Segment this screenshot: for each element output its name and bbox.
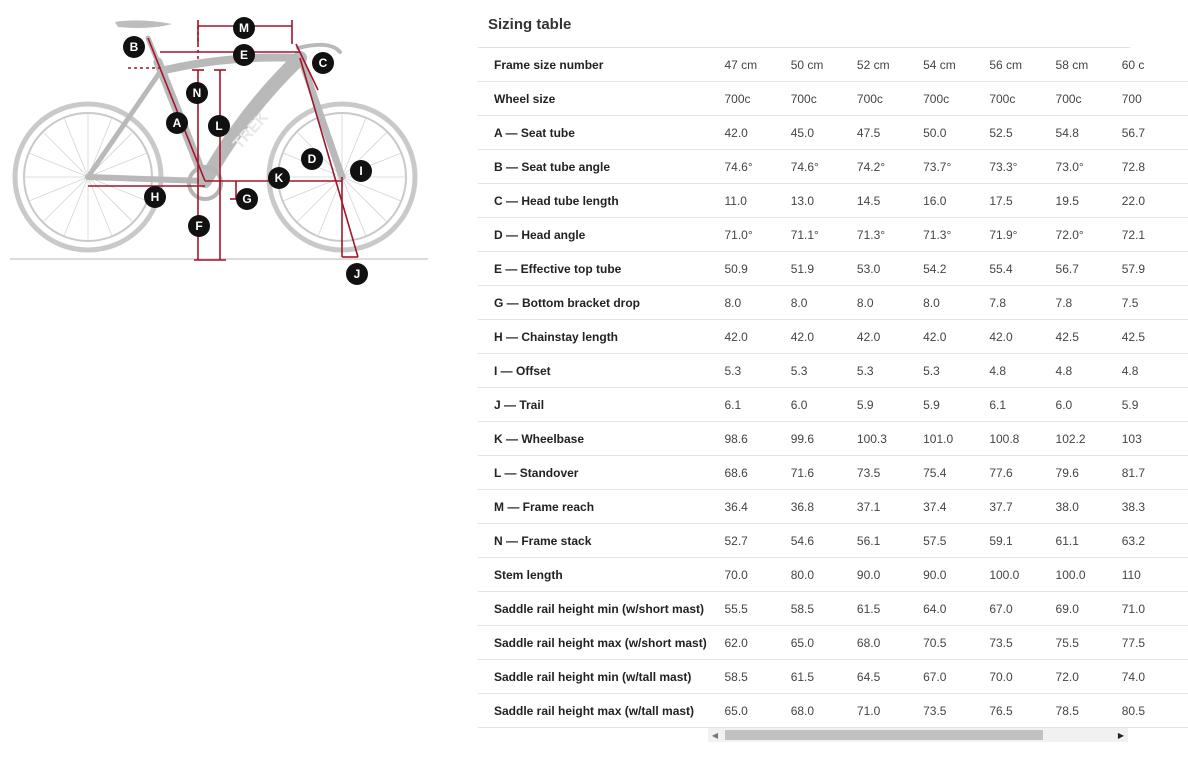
- table-cell: 64.5: [857, 660, 923, 694]
- table-row: [478, 184, 1188, 218]
- table-cell: 54.6: [791, 524, 857, 558]
- table-cell: 6.0: [1056, 388, 1122, 422]
- table-cell: 100.8: [989, 422, 1055, 456]
- table-cell: 73.7°: [923, 150, 989, 184]
- table-cell: 74.6°: [725, 150, 791, 184]
- table-cell: 71.1°: [791, 218, 857, 252]
- table-row: [478, 626, 1188, 660]
- table-cell: 68.0: [857, 626, 923, 660]
- scroll-left-arrow-icon[interactable]: ◀: [711, 730, 719, 740]
- sizing-table-title: Sizing table: [488, 16, 572, 33]
- row-label: M — Frame reach: [478, 490, 725, 524]
- row-label: A — Seat tube: [478, 116, 725, 150]
- marker-C: [312, 52, 334, 74]
- table-cell: 64.0: [923, 592, 989, 626]
- row-label: Stem length: [478, 558, 725, 592]
- table-row: [478, 388, 1188, 422]
- table-cell: 77.6: [989, 456, 1055, 490]
- svg-text:H: H: [150, 190, 160, 204]
- table-row: [478, 252, 1188, 286]
- marker-K: [268, 167, 290, 189]
- table-row: [478, 116, 1188, 150]
- table-cell: 56.7: [1056, 252, 1122, 286]
- table-cell: 17.5: [989, 184, 1055, 218]
- row-label: D — Head angle: [478, 218, 725, 252]
- table-cell: 51.9: [791, 252, 857, 286]
- marker-H: [144, 186, 166, 208]
- table-cell: 79.6: [1056, 456, 1122, 490]
- table-cell: 52.5: [989, 116, 1055, 150]
- table-cell: 55.5: [725, 592, 791, 626]
- table-cell: 37.7: [989, 490, 1055, 524]
- table-cell: 8.0: [857, 286, 923, 320]
- scrollbar-thumb[interactable]: [725, 730, 1043, 740]
- table-cell: 56 cm: [989, 48, 1055, 82]
- table-cell: 47 cm: [725, 48, 791, 82]
- table-cell: 54 cm: [923, 48, 989, 82]
- table-cell: 5.9: [857, 388, 923, 422]
- table-cell: 42.5: [1056, 320, 1122, 354]
- svg-text:D: D: [307, 152, 317, 166]
- svg-text:K: K: [274, 171, 284, 185]
- marker-J: [346, 263, 368, 285]
- sizing-table: [478, 48, 1188, 728]
- table-row: [478, 320, 1188, 354]
- sizing-table-body: [478, 48, 1188, 728]
- sizing-table-panel: [478, 0, 1146, 761]
- frame-brand-text: TREK: [230, 108, 273, 153]
- table-cell: 73.5: [923, 694, 989, 728]
- table-row: [478, 660, 1188, 694]
- table-cell: 4.8: [1122, 354, 1188, 388]
- table-cell: 60 c: [1122, 48, 1188, 82]
- table-cell: 73.5: [857, 456, 923, 490]
- table-cell: 72.0°: [1056, 218, 1122, 252]
- table-cell: 71.3°: [857, 218, 923, 252]
- table-cell: 74.2°: [857, 150, 923, 184]
- table-cell: 90.0: [923, 558, 989, 592]
- table-cell: 6.1: [989, 388, 1055, 422]
- bike-geometry-diagram: [0, 0, 440, 300]
- table-cell: 100.3: [857, 422, 923, 456]
- row-label: H — Chainstay length: [478, 320, 725, 354]
- table-cell: 53.0: [857, 252, 923, 286]
- table-cell: 7.5: [1122, 286, 1188, 320]
- table-cell: 5.3: [791, 354, 857, 388]
- row-label: Saddle rail height min (w/short mast): [478, 592, 725, 626]
- table-cell: 54.2: [923, 252, 989, 286]
- table-cell: 5.3: [725, 354, 791, 388]
- table-cell: 37.1: [857, 490, 923, 524]
- row-label: N — Frame stack: [478, 524, 725, 558]
- table-cell: 69.0: [1056, 592, 1122, 626]
- table-cell: 5.3: [857, 354, 923, 388]
- table-cell: 100.0: [989, 558, 1055, 592]
- table-cell: 73.0°: [1056, 150, 1122, 184]
- table-cell: 42.0: [791, 320, 857, 354]
- table-cell: 68.6: [725, 456, 791, 490]
- table-cell: 70.0: [725, 558, 791, 592]
- svg-text:E: E: [239, 48, 249, 62]
- table-row: [478, 286, 1188, 320]
- table-row: [478, 218, 1188, 252]
- table-cell: 71.3°: [923, 218, 989, 252]
- table-cell: 67.0: [923, 660, 989, 694]
- table-cell: 99.6: [791, 422, 857, 456]
- table-cell: 6.0: [791, 388, 857, 422]
- row-label: K — Wheelbase: [478, 422, 725, 456]
- table-cell: 700c: [1056, 82, 1122, 116]
- marker-I: [350, 160, 372, 182]
- table-cell: 13.0: [791, 184, 857, 218]
- table-cell: 75.4: [923, 456, 989, 490]
- svg-text:B: B: [129, 40, 139, 54]
- marker-M: [233, 17, 255, 39]
- svg-text:L: L: [215, 119, 223, 133]
- svg-text:I: I: [359, 164, 363, 178]
- table-cell: 65.0: [791, 626, 857, 660]
- row-label: G — Bottom bracket drop: [478, 286, 725, 320]
- table-cell: 61.5: [791, 660, 857, 694]
- table-cell: 75.5: [1056, 626, 1122, 660]
- table-cell: 38.3: [1122, 490, 1188, 524]
- table-cell: 50.9: [725, 252, 791, 286]
- table-cell: 65.0: [725, 694, 791, 728]
- svg-text:A: A: [172, 116, 182, 130]
- table-cell: 70.0: [989, 660, 1055, 694]
- row-label: I — Offset: [478, 354, 725, 388]
- table-cell: 700c: [923, 82, 989, 116]
- table-cell: 42.0: [923, 320, 989, 354]
- svg-text:C: C: [318, 56, 328, 70]
- table-cell: 700c: [791, 82, 857, 116]
- table-cell: 59.1: [989, 524, 1055, 558]
- table-scroll-area[interactable]: [478, 47, 1146, 728]
- table-cell: 72.0: [1056, 660, 1122, 694]
- table-row: [478, 490, 1188, 524]
- table-cell: 42.0: [989, 320, 1055, 354]
- table-cell: 57.9: [1122, 252, 1188, 286]
- marker-N: [186, 82, 208, 104]
- marker-A: [166, 112, 188, 134]
- table-cell: 54.8: [1056, 116, 1122, 150]
- table-cell: 76.5: [989, 694, 1055, 728]
- row-label: Saddle rail height min (w/tall mast): [478, 660, 725, 694]
- table-cell: 98.6: [725, 422, 791, 456]
- table-cell: 74.6°: [791, 150, 857, 184]
- table-row: [478, 150, 1188, 184]
- table-cell: 42.0: [857, 320, 923, 354]
- row-label: L — Standover: [478, 456, 725, 490]
- marker-D: [301, 148, 323, 170]
- table-cell: 700c: [725, 82, 791, 116]
- table-cell: 45.0: [791, 116, 857, 150]
- table-cell: 50 cm: [791, 48, 857, 82]
- table-cell: 37.4: [923, 490, 989, 524]
- table-cell: 7.8: [989, 286, 1055, 320]
- table-cell: 80.0: [791, 558, 857, 592]
- table-cell: 68.0: [791, 694, 857, 728]
- table-cell: 77.5: [1122, 626, 1188, 660]
- table-row: [478, 694, 1188, 728]
- table-cell: 58.5: [725, 660, 791, 694]
- table-cell: 50.0: [923, 116, 989, 150]
- table-cell: 36.4: [725, 490, 791, 524]
- table-cell: 73.3°: [989, 150, 1055, 184]
- table-cell: 71.9°: [989, 218, 1055, 252]
- row-label: J — Trail: [478, 388, 725, 422]
- table-cell: 6.1: [725, 388, 791, 422]
- table-row: [478, 48, 1188, 82]
- table-row: [478, 558, 1188, 592]
- table-cell: 42.0: [725, 320, 791, 354]
- table-cell: 58 cm: [1056, 48, 1122, 82]
- table-cell: 80.5: [1122, 694, 1188, 728]
- table-cell: 67.0: [989, 592, 1055, 626]
- table-cell: 56.7: [1122, 116, 1188, 150]
- table-cell: 36.8: [791, 490, 857, 524]
- table-cell: 90.0: [857, 558, 923, 592]
- row-label: E — Effective top tube: [478, 252, 725, 286]
- table-cell: 110: [1122, 558, 1188, 592]
- table-cell: 8.0: [923, 286, 989, 320]
- table-cell: 19.5: [1056, 184, 1122, 218]
- svg-text:F: F: [195, 219, 203, 233]
- table-cell: 22.0: [1122, 184, 1188, 218]
- marker-L: [208, 115, 230, 137]
- table-cell: 57.5: [923, 524, 989, 558]
- table-cell: 52.7: [725, 524, 791, 558]
- marker-B: [123, 36, 145, 58]
- table-cell: 52 cm: [857, 48, 923, 82]
- table-cell: 700c: [857, 82, 923, 116]
- table-cell: 70.5: [923, 626, 989, 660]
- table-cell: 74.0: [1122, 660, 1188, 694]
- table-cell: 101.0: [923, 422, 989, 456]
- table-cell: 72.1: [1122, 218, 1188, 252]
- table-cell: 71.0: [857, 694, 923, 728]
- table-cell: 103: [1122, 422, 1188, 456]
- table-cell: 71.0°: [725, 218, 791, 252]
- table-cell: 5.9: [1122, 388, 1188, 422]
- table-cell: 11.0: [725, 184, 791, 218]
- table-cell: 42.5: [1122, 320, 1188, 354]
- table-cell: 700: [1122, 82, 1188, 116]
- marker-E: [233, 44, 255, 66]
- table-row: [478, 354, 1188, 388]
- table-row: [478, 456, 1188, 490]
- table-cell: 61.1: [1056, 524, 1122, 558]
- table-cell: 81.7: [1122, 456, 1188, 490]
- row-label: Saddle rail height max (w/tall mast): [478, 694, 725, 728]
- row-label: Frame size number: [478, 48, 725, 82]
- table-cell: 4.8: [1056, 354, 1122, 388]
- table-cell: 5.9: [923, 388, 989, 422]
- table-cell: 63.2: [1122, 524, 1188, 558]
- table-cell: 71.6: [791, 456, 857, 490]
- scroll-right-arrow-icon[interactable]: ▶: [1117, 730, 1125, 740]
- row-label: C — Head tube length: [478, 184, 725, 218]
- svg-text:G: G: [242, 192, 252, 206]
- table-cell: 38.0: [1056, 490, 1122, 524]
- row-label: Wheel size: [478, 82, 725, 116]
- svg-text:N: N: [192, 86, 202, 100]
- table-cell: 700c: [989, 82, 1055, 116]
- row-label: B — Seat tube angle: [478, 150, 725, 184]
- table-row: [478, 524, 1188, 558]
- horizontal-scrollbar[interactable]: [708, 728, 1128, 742]
- row-label: Saddle rail height max (w/short mast): [478, 626, 725, 660]
- table-cell: 5.3: [923, 354, 989, 388]
- table-row: [478, 82, 1188, 116]
- table-cell: 4.8: [989, 354, 1055, 388]
- marker-F: [188, 215, 210, 237]
- table-cell: 72.8: [1122, 150, 1188, 184]
- table-cell: 102.2: [1056, 422, 1122, 456]
- table-cell: 47.5: [857, 116, 923, 150]
- table-cell: 8.0: [725, 286, 791, 320]
- table-row: [478, 422, 1188, 456]
- table-cell: 56.1: [857, 524, 923, 558]
- table-cell: 78.5: [1056, 694, 1122, 728]
- table-cell: 58.5: [791, 592, 857, 626]
- table-cell: 73.5: [989, 626, 1055, 660]
- table-cell: 7.8: [1056, 286, 1122, 320]
- saddle: [115, 20, 172, 28]
- table-cell: 71.0: [1122, 592, 1188, 626]
- table-cell: 100.0: [1056, 558, 1122, 592]
- table-cell: 42.0: [725, 116, 791, 150]
- table-cell: 8.0: [791, 286, 857, 320]
- table-cell: 14.5: [857, 184, 923, 218]
- table-row: [478, 592, 1188, 626]
- table-cell: 61.5: [857, 592, 923, 626]
- svg-text:M: M: [239, 21, 249, 35]
- table-cell: 62.0: [725, 626, 791, 660]
- marker-G: [236, 188, 258, 210]
- table-cell: 55.4: [989, 252, 1055, 286]
- svg-text:J: J: [353, 267, 361, 281]
- table-cell: 16.0: [923, 184, 989, 218]
